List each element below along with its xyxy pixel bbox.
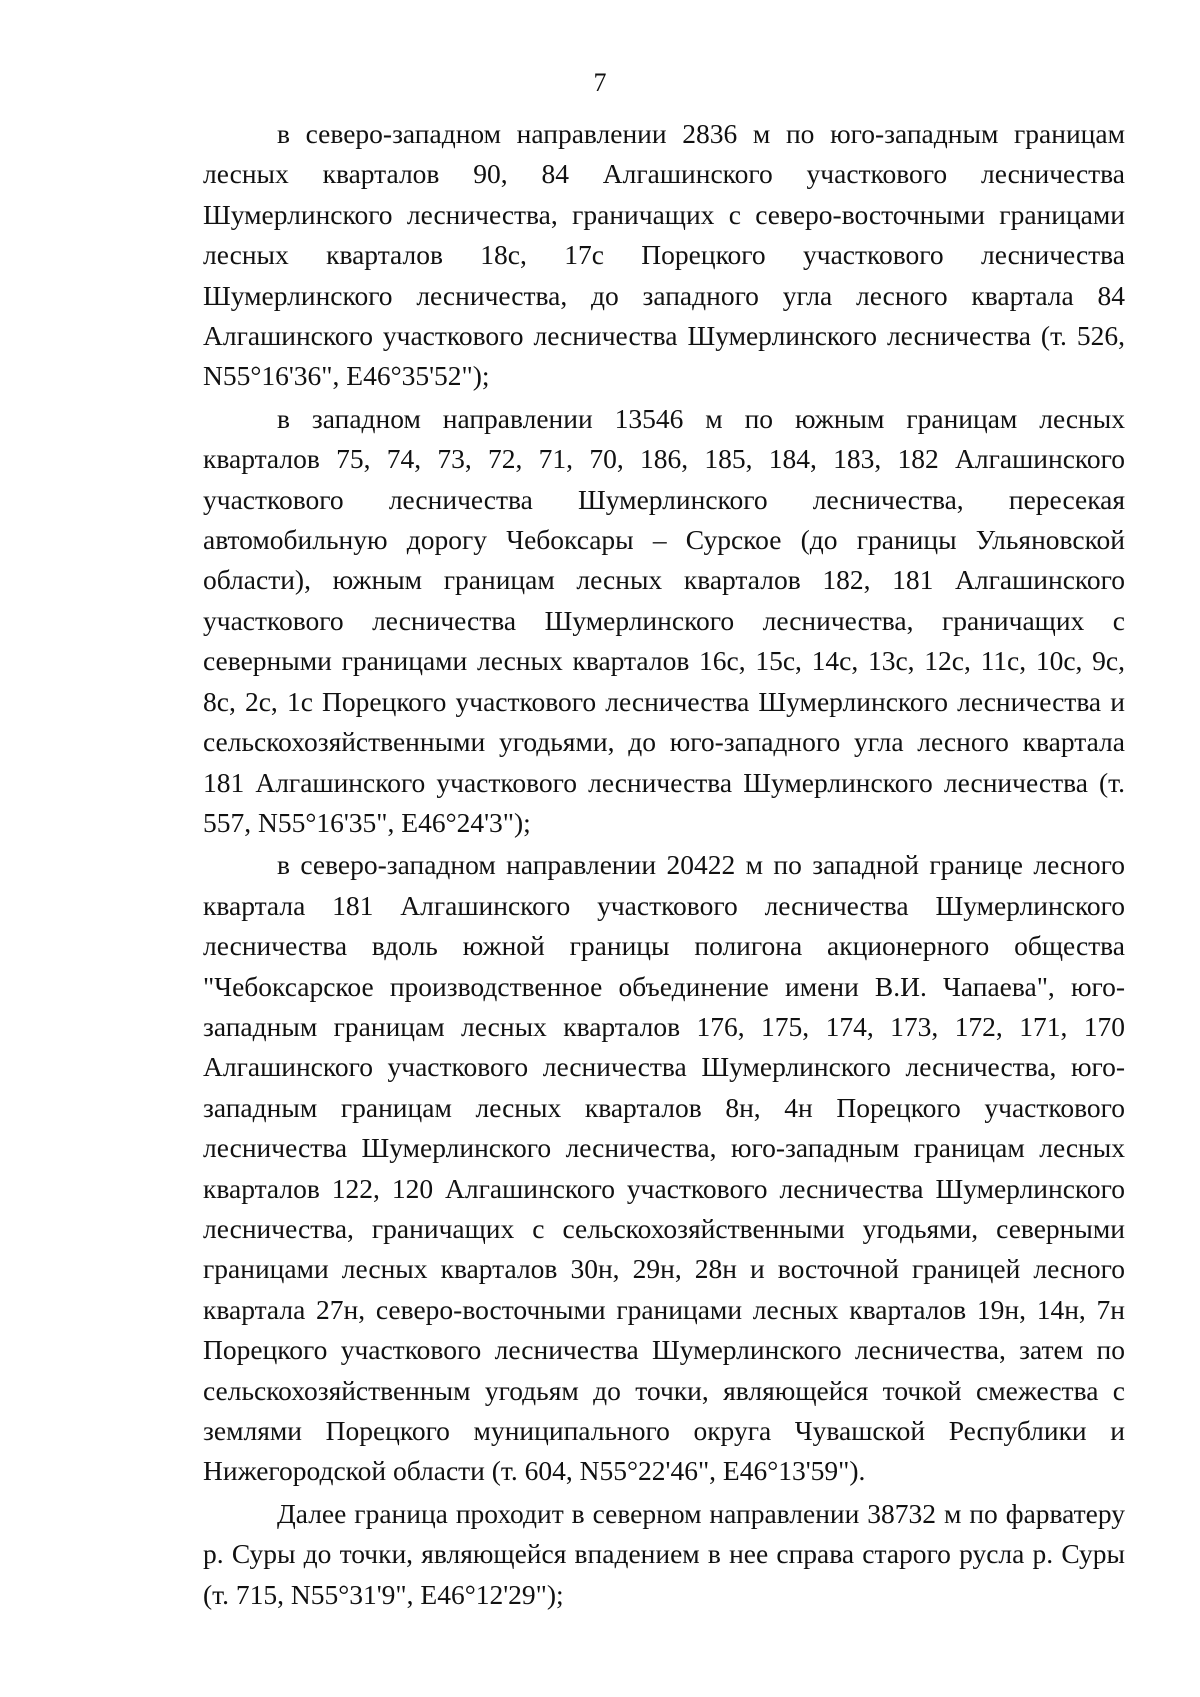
document-body bbox=[203, 114, 1125, 1615]
paragraph-north-38732: Далее граница проходит в северном направлении 38732 м по фарватеру р. Суры до точки, являющейся впадением в нее справа старого русла р. Суры (т. 715, N55°31'9", E46°12'29"); bbox=[203, 1497, 1125, 1610]
paragraph-northwest-20422: в северо-западном направлении 20422 м по западной границе лесного квартала 181 Алгашинского участкового лесничества Шумерлинского лесничества вдоль южной границы полигона акционерного общества "Чебоксарское производственное объединение имени В.И. Чапаева", юго-западным границам лесных кварталов 176, 175, 174, 173, 172, 171, 170 Алгашинского участкового лесничества Шумерлинского лесничества, юго-западным границам лесных кварталов 8н, 4н Порецкого участкового лесничества Шумерлинского лесничества, юго-западным границам лесных кварталов 122, 120 Алгашинского участкового лесничества Шумерлинского лесничества, граничащих с сельскохозяйственными угодьями, северными границами лесных кварталов 30н, 29н, 28н и восточной границей лесного квартала 27н, северо-восточными границами лесных кварталов 19н, 14н, 7н Порецкого участкового лесничества Шумерлинского лесничества, затем по сельскохозяйственным угодьям до точки, являющейся точкой смежества с землями Порецкого муниципального округа Чувашской Республики и Нижегородской области (т. 604, N55°22'46", E46°13'59"). bbox=[203, 849, 1125, 1487]
paragraph-west-13546: в западном направлении 13546 м по южным границам лесных кварталов 75, 74, 73, 72, 71, 70, 186, 185, 184, 183, 182 Алгашинского участкового лесничества Шумерлинского лесничества, пересекая автомобильную дорогу Чебоксары – Сурское (до границы Ульяновской области), южным границам лесных кварталов 182, 181 Алгашинского участкового лесничества Шумерлинского лесничества, граничащих с северными границами лесных кварталов 16с, 15с, 14с, 13с, 12с, 11с, 10с, 9с, 8с, 2с, 1с Порецкого участкового лесничества Шумерлинского лесничества и сельскохозяйственными угодьями, до юго-западного угла лесного квартала 181 Алгашинского участкового лесничества Шумерлинского лесничества (т. 557, N55°16'35", E46°24'3"); bbox=[203, 402, 1125, 838]
page-number: 7 bbox=[593, 68, 607, 97]
paragraph-northwest-2836: в северо-западном направлении 2836 м по юго-западным границам лесных кварталов 90, 84 Алгашинского участкового лесничества Шумерлинского лесничества, граничащих с северо-восточными границами лесных кварталов 18с, 17с Порецкого участкового лесничества Шумерлинского лесничества, до западного угла лесного квартала 84 Алгашинского участкового лесничества Шумерлинского лесничества (т. 526, N55°16'36", E46°35'52"); bbox=[203, 118, 1125, 392]
